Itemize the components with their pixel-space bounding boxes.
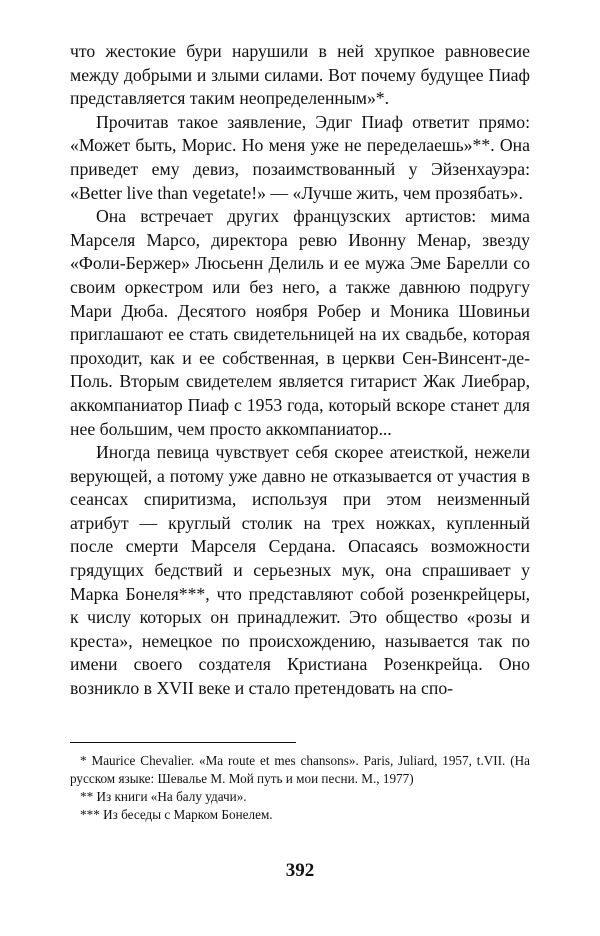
footnote-divider — [70, 742, 296, 743]
footnote-2: ** Из книги «На балу удачи». — [80, 789, 247, 804]
book-page — [70, 40, 530, 881]
paragraph-3: Она встречает других французских артистов: мима Марселя Марсо, директора ревю Ивонну Менар, звезду «Фоли-Бержер» Люсьенн Делиль и ее мужа Эме Барелли со своим оркестром или без него, а также давнюю подругу Мари Дюба. Десятого ноября Робер и Моника Шовиньи приглашают ее стать свидетельницей на их свадьбе, которая проходит, как и ее собственная, в церкви Сен-Винсент-де-Поль. Вторым свидетелем является гитарист Жак Лиебрар, аккомпаниатор Пиаф с 1953 года, который вскоре станет для нее большим, чем просто аккомпаниатор... — [70, 206, 530, 439]
page-number: 392 — [285, 860, 315, 881]
paragraph-2: Прочитав такое заявление, Эдиг Пиаф ответит прямо: «Может быть, Морис. Но меня уже не переделаешь»**. Она приведет ему девиз, позаимствованный у Эйзенхауэра: «Better live than vegetate!» — «Лучше жить, чем прозябать». — [70, 111, 530, 203]
paragraph-1: что жестокие бури нарушили в ней хрупкое равновесие между добрыми и злыми силами. Вот почему будущее Пиаф представляется таким неопределенным»*. — [70, 41, 530, 109]
body-text — [70, 40, 530, 701]
footnote-3: *** Из беседы с Марком Бонелем. — [80, 807, 273, 822]
paragraph-4: Иногда певица чувствует себя скорее атеисткой, нежели верующей, а потому уже давно не отказывается от участия в сеансах спиритизма, используя при этом неизменный атрибут — круглый столик на трех ножках, купленный после смерти Марселя Сердана. Опасаясь возможности грядущих бедствий и серьезных мук, она спрашивает у Марка Бонеля***, что представляют собой розенкрейцеры, к числу которых он принадлежит. Это общество «розы и креста», немецкое по происхождению, называется так по имени своего создателя Кристиана Розенкрейца. Оно возникло в XVII веке и стало претендовать на спо- — [70, 442, 530, 699]
footnote-1: * Maurice Chevalier. «Ma route et mes chansons». Paris, Juliard, 1957, t.VII. (На русском языке: Шевалье М. Мой путь и мои песни. М., 1977) — [70, 753, 530, 786]
footnotes — [70, 752, 530, 824]
